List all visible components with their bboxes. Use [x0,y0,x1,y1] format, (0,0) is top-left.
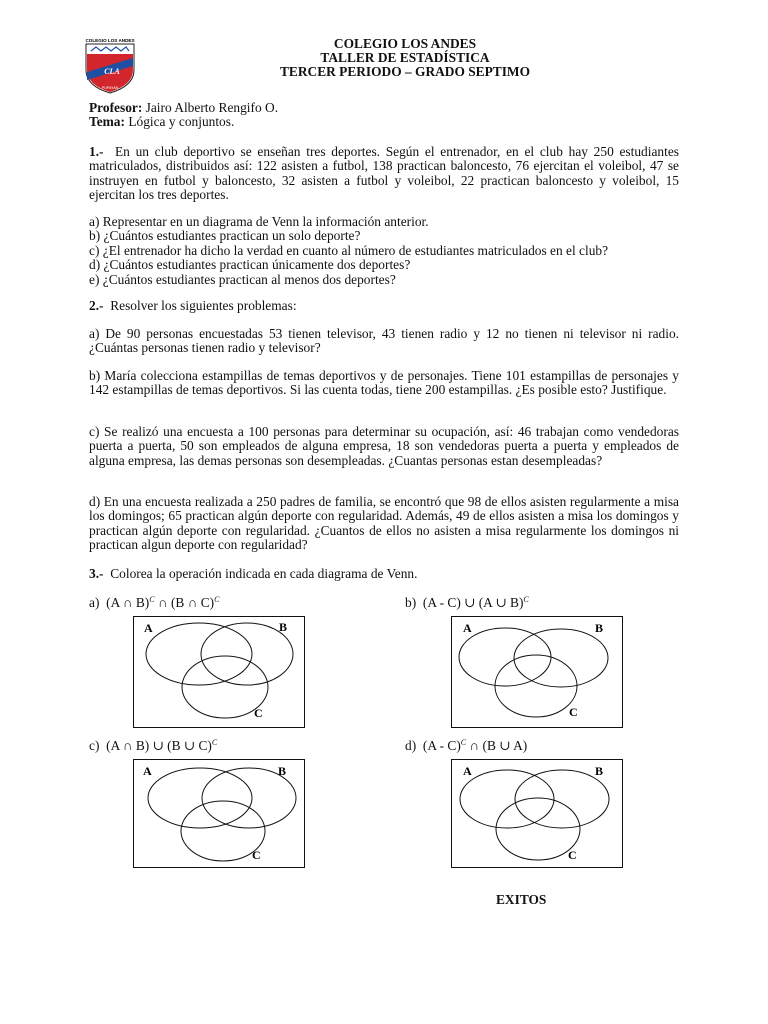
op-d-label: d) [405,738,417,753]
logo-city: POPAYAN [101,86,119,90]
topic-label: Tema: [89,114,125,130]
op-d-complement-1: C [460,738,467,747]
logo-initials: CLA [104,67,120,76]
set-a-label: A [144,621,153,635]
set-b-label: B [279,620,288,634]
q1-item-b: b) ¿Cuántos estudiantes practican un solo deporte? [89,228,361,244]
q3-operation-b [405,595,529,611]
set-c-label: C [568,848,577,862]
set-a-label: A [463,621,472,635]
op-b-label: b) [405,595,417,610]
set-a-circle[interactable] [146,623,252,685]
op-c-expr-1: (A ∩ B) ∪ (B ∪ C) [106,738,212,753]
set-c-label: C [252,848,261,862]
venn-diagram-b[interactable] [451,616,623,728]
set-b-label: B [595,621,604,635]
document-header [200,37,610,79]
op-a-complement-2: C [214,595,220,604]
op-d-expr-1: (A - C) [422,738,461,753]
q2-problem-a: a) De 90 personas encuestadas 53 tienen televisor, 43 tienen radio y 12 no tienen ni televisor ni radio. ¿Cuántas personas tienen radio y televisor? [89,326,679,356]
op-c-complement-1: C [211,738,218,747]
q1-subquestions [89,215,679,287]
school-logo [82,36,138,94]
logo-school-name: COLEGIO LOS ANDES [85,38,135,43]
q1-item-e: e) ¿Cuántos estudiantes practican al menos dos deportes? [89,271,396,287]
op-b-expr-1: (A - C) ∪ (A ∪ B) [422,595,524,610]
q1-number: 1.- [89,144,104,159]
q1-text: En un club deportivo se enseñan tres deportes. Según el entrenador, en el club hay 250 estudiantes matriculados, distribuidos así: 122 asisten a futbol, 138 practican baloncesto, 76 ejercitan el voleibol, 47 se instruyen en futbol y baloncesto, 32 asisten a futbol y voleibol, 22 practican baloncesto y voleibol, 15 ejercitan los tres deportes. [89,144,679,203]
q3-number: 3.- [89,566,104,581]
header-workshop: TALLER DE ESTADÍSTICA [320,50,490,65]
set-b-label: B [595,764,604,778]
set-a-circle[interactable] [459,628,551,686]
meta-block [89,101,679,130]
q3-intro: Colorea la operación indicada en cada diagrama de Venn. [110,566,418,581]
q1-item-d: d) ¿Cuántos estudiantes practican únicamente dos deportes? [89,257,411,273]
set-c-label: C [254,706,263,720]
set-a-circle[interactable] [460,770,554,828]
q2-problem-b: b) María colecciona estampillas de temas deportivos y de personajes. Tiene 101 estampillas de personajes y 142 estampillas de temas deportivos. Si las cuenta todas, tiene 200 estampillas. ¿Es posible esto? Justifique. [89,368,679,398]
op-a-complement-1: C [149,595,155,604]
q2-problem-c: c) Se realizó una encuesta a 100 personas para determinar su ocupación, así: 46 trabajan como vendedoras puerta a puerta, 50 son empleados de alguna empresa, 18 son vendedoras puerta a puerta y empleados de alguna empresa, las demas personas son desempleadas. ¿Cuantas personas estan desempleadas? [89,424,679,468]
q3-operation-c [89,738,217,754]
q1-item-c: c) ¿El entrenador ha dicho la verdad en cuanto al número de estudiantes matriculados en el club? [89,242,609,258]
q2-heading [89,299,679,313]
op-b-complement-1: C [523,595,529,604]
q1-statement [89,145,679,203]
topic-line [89,115,679,129]
q2-intro: Resolver los siguientes problemas: [110,298,297,313]
set-b-circle[interactable] [514,629,608,687]
header-school: COLEGIO LOS ANDES [333,36,477,51]
q3-operation-a [89,595,219,611]
q2-number: 2.- [89,298,104,313]
q3-heading [89,567,679,581]
footer-exitos: EXITOS [496,892,547,907]
teacher-name: Jairo Alberto Rengifo O. [145,100,279,115]
q3-operation-d [405,738,527,754]
topic-value: Lógica y conjuntos. [128,114,235,130]
teacher-line [89,101,679,115]
op-a-label: a) [89,595,100,610]
teacher-label: Profesor: [89,100,143,115]
q1-item-a: a) Representar en un diagrama de Venn la información anterior. [89,214,429,229]
q2-problem-d: d) En una encuesta realizada a 250 padres de familia, se encontró que 98 de ellos asisten regularmente a misa los domingos; 65 practican algún deporte con regularidad. Además, 49 de ellos asisten a misa los domingos y practican algún deporte con regularidad. ¿Cuantos de ellos no asisten a misa regularmente los domingos ni practican algun deporte con regularidad? [89,494,679,553]
op-d-expr-2: ∩ (B ∪ A) [466,738,528,753]
op-a-expr-2: ∩ (B ∩ C) [154,595,215,610]
venn-diagram-d[interactable] [451,759,623,868]
venn-diagram-c[interactable] [133,759,305,868]
op-a-expr-1: (A ∩ B) [106,595,150,610]
set-b-label: B [278,764,287,778]
header-period: TERCER PERIODO – GRADO SEPTIMO [280,64,530,79]
set-c-label: C [569,705,578,719]
set-a-circle[interactable] [148,768,252,828]
set-a-label: A [143,764,152,778]
set-a-label: A [463,764,472,778]
op-c-label: c) [89,738,100,753]
venn-diagram-a[interactable] [133,616,305,728]
